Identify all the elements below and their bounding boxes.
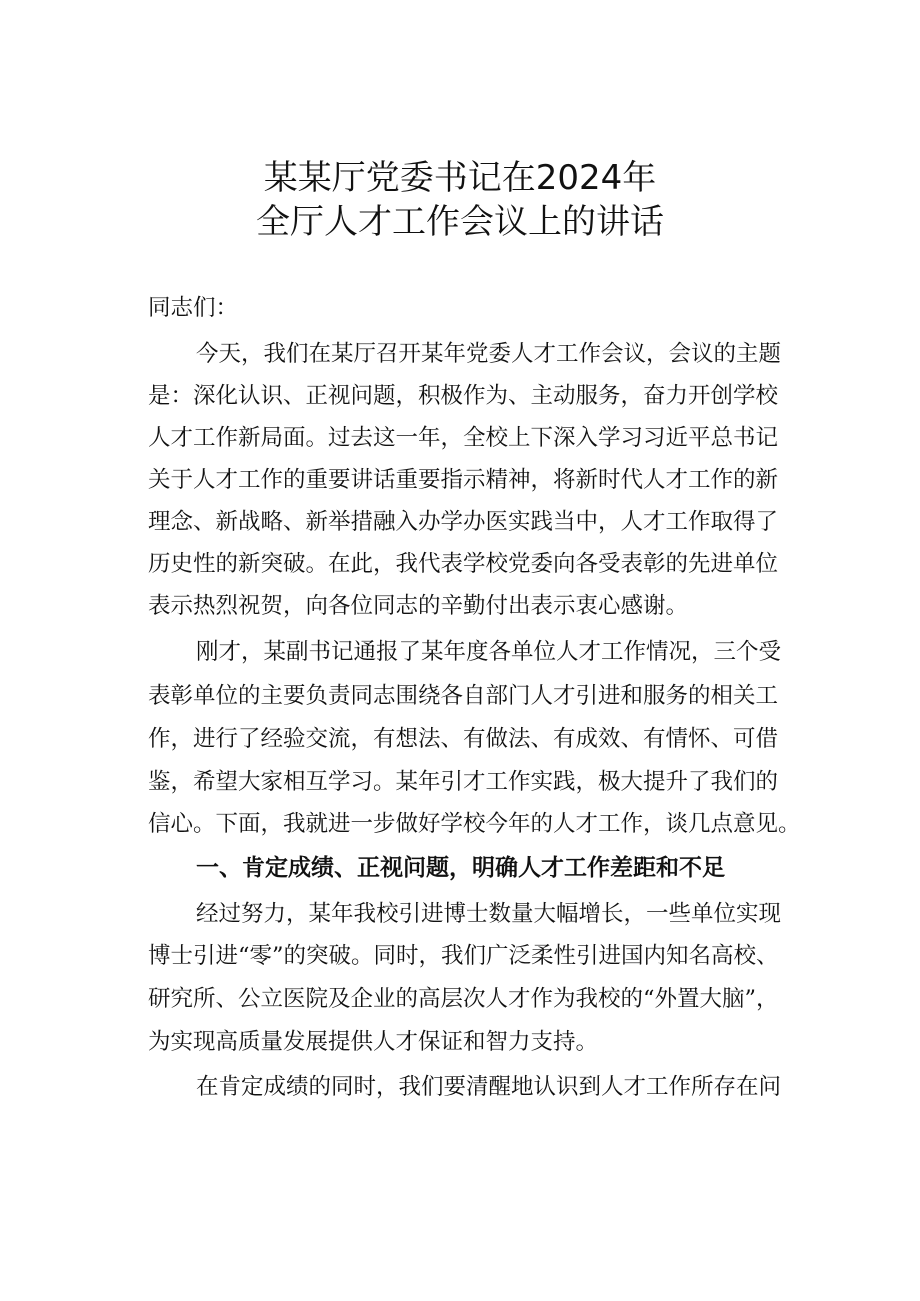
salutation: 同志们：: [148, 295, 239, 321]
paragraph-3-line: 为实现高质量发展提供人才保证和智力支持。: [148, 1029, 599, 1055]
paragraph-1-line: 理念、新战略、新举措融入办学办医实践当中，人才工作取得了: [148, 509, 779, 535]
paragraph-2-line: 表彰单位的主要负责同志围绕各自部门人才引进和服务的相关工: [148, 683, 779, 709]
paragraph-3-line: 研究所、公立医院及企业的高层次人才作为我校的“外置大脑”，: [148, 986, 779, 1012]
section-heading-1: 一、肯定成绩、正视问题，明确人才工作差距和不足: [196, 855, 725, 881]
document-title-line-1: 某某厅党委书记在2024年: [263, 158, 657, 198]
paragraph-3-line: 博士引进“零”的突破。同时，我们广泛柔性引进国内知名高校、: [148, 943, 779, 969]
paragraph-1-line: 历史性的新突破。在此，我代表学校党委向各受表彰的先进单位: [148, 551, 779, 577]
paragraph-3-line: 经过努力，某年我校引进博士数量大幅增长，一些单位实现: [196, 901, 782, 927]
paragraph-2-line: 鉴，希望大家相互学习。某年引才工作实践，极大提升了我们的: [148, 769, 779, 795]
paragraph-1-line: 人才工作新局面。过去这一年，全校上下深入学习习近平总书记: [148, 425, 779, 451]
paragraph-2-line: 信心。下面，我就进一步做好学校今年的人才工作，谈几点意见。: [148, 811, 801, 837]
paragraph-4-line: 在肯定成绩的同时，我们要清醒地认识到人才工作所存在问: [196, 1074, 782, 1100]
paragraph-2-line: 刚才，某副书记通报了某年度各单位人才工作情况，三个受: [196, 639, 782, 665]
paragraph-1-line: 是：深化认识、正视问题，积极作为、主动服务，奋力开创学校: [148, 383, 779, 409]
paragraph-1-line: 表示热烈祝贺，向各位同志的辛勤付出表示衷心感谢。: [148, 593, 689, 619]
paragraph-1-line: 关于人才工作的重要讲话重要指示精神，将新时代人才工作的新: [148, 467, 779, 493]
document-title-line-2: 全厅人才工作会议上的讲话: [256, 202, 664, 242]
paragraph-1-line: 今天，我们在某厅召开某年党委人才工作会议，会议的主题: [196, 341, 782, 367]
paragraph-2-line: 作，进行了经验交流，有想法、有做法、有成效、有情怀、可借: [148, 726, 779, 752]
